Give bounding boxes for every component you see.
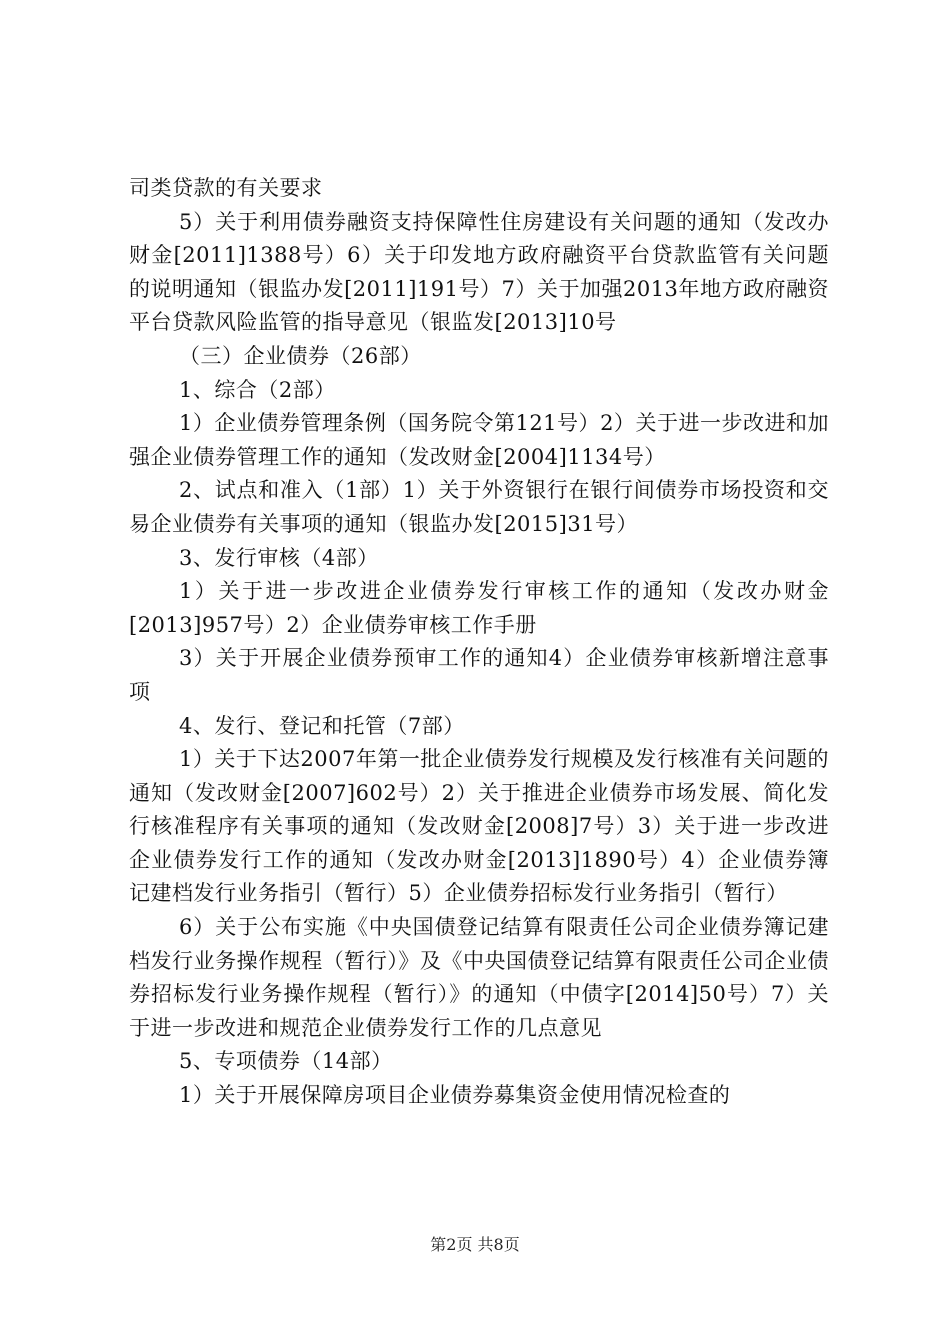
paragraph: 5、专项债券（14部）	[179, 1049, 393, 1074]
page-footer: 第2页 共8页	[430, 1235, 520, 1254]
paragraph: 司类贷款的有关要求	[129, 176, 323, 200]
paragraph: 1）企业债券管理条例（国务院令第121号）2）关于进一步改进和加强企业债券管理工作的通知（发改财金[2004]1134号）	[129, 411, 829, 469]
paragraph: 1）关于下达2007年第一批企业债券发行规模及发行核准有关问题的通知（发改财金[2007]602号）2）关于推进企业债券市场发展、简化发行核准程序有关事项的通知（发改财金[2008]7号）3）关于进一步改进企业债券发行工作的通知（发改办财金[2013]1890号）4）企业债券簿记建档发行业务指引（暂行）5）企业债券招标发行业务指引（暂行）	[129, 747, 829, 906]
paragraph: 3、发行审核（4部）	[179, 545, 379, 570]
paragraph: 2、试点和准入（1部）1）关于外资银行在银行间债券市场投资和交易企业债券有关事项的通知（银监办发[2015]31号）	[129, 478, 829, 536]
paragraph: 6）关于公布实施《中央国债登记结算有限责任公司企业债券簿记建档发行业务操作规程（暂行）》及《中央国债登记结算有限责任公司企业债券招标发行业务操作规程（暂行）》的通知（中债字[2014]50号）7）关于进一步改进和规范企业债券发行工作的几点意见	[129, 915, 829, 1040]
paragraph: 3）关于开展企业债券预审工作的通知4）企业债券审核新增注意事项	[129, 646, 829, 704]
paragraph: 4、发行、登记和托管（7部）	[179, 713, 465, 738]
paragraph: （三）企业债券（26部）	[179, 343, 422, 368]
document-body	[129, 172, 829, 1113]
paragraph: 1）关于进一步改进企业债券发行审核工作的通知（发改办财金[2013]957号）2）企业债券审核工作手册	[129, 579, 829, 637]
paragraph: 1）关于开展保障房项目企业债券募集资金使用情况检查的	[179, 1083, 731, 1108]
paragraph: 1、综合（2部）	[179, 377, 336, 402]
paragraph: 5）关于利用债券融资支持保障性住房建设有关问题的通知（发改办财金[2011]1388号）6）关于印发地方政府融资平台贷款监管有关问题的说明通知（银监办发[2011]191号）7）关于加强2013年地方政府融资平台贷款风险监管的指导意见（银监发[2013]10号	[129, 209, 829, 335]
